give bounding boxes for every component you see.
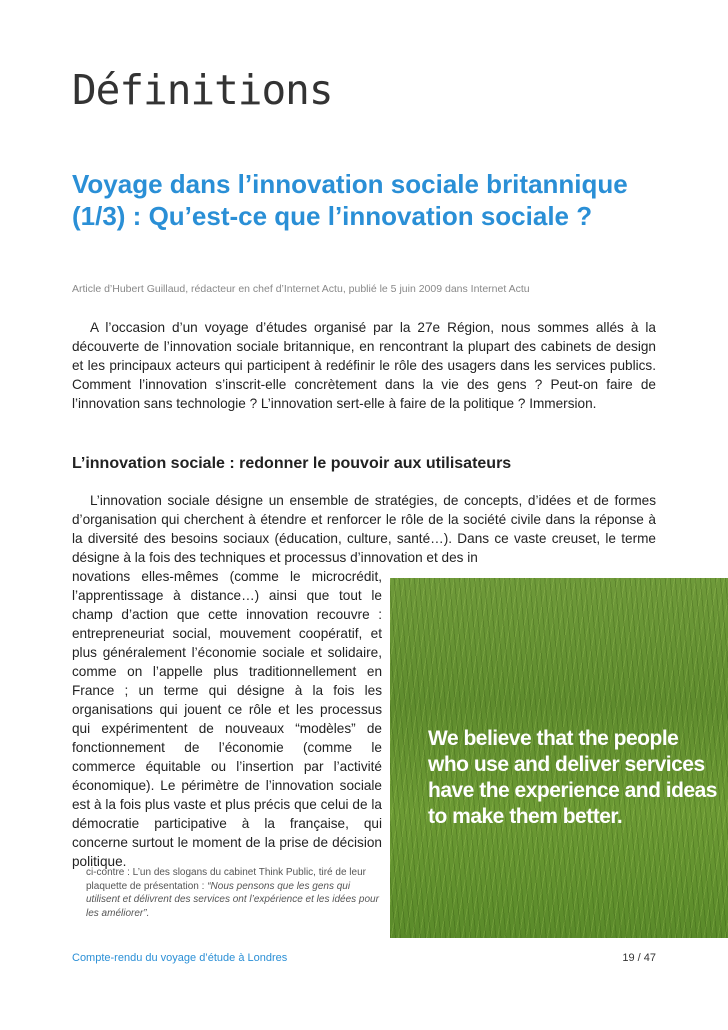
article-byline: Article d’Hubert Guillaud, rédacteur en chef d’Internet Actu, publié le 5 juin 2009 dans Internet Actu: [72, 283, 530, 295]
page-number: 19 / 47: [622, 952, 656, 964]
body-paragraph-column: novations elles-mêmes (comme le microcrédit, l’apprentissage à distance…) ainsi que tout le champ d’action que cette innovation recouvre : entrepreneuriat social, mouvement coopératif, et plus généralement l’économie sociale et solidaire, comme on l’appelle plus traditionnellement en France ; un terme qui désigne à la fois les organisations qui jouent ce rôle et les processus qui expérimentent de nouveaux “modèles” de fonctionnement de l’économie (comme le commerce équitable ou l’insertion par l’activité économique). Le périmètre de l’innovation sociale est à la fois plus vaste et plus précis que celui de la démocratie participative à la française, qui concerne surtout le moment de la prise de décision politique.: [72, 569, 382, 869]
section-heading: Définitions: [72, 66, 333, 114]
article-title: Voyage dans l’innovation sociale britannique (1/3) : Qu’est-ce que l’innovation sociale ?: [72, 169, 628, 231]
image-caption: [86, 866, 382, 920]
footer-document-title: Compte-rendu du voyage d’étude à Londres: [72, 952, 288, 964]
section-subheading: L’innovation sociale : redonner le pouvoir aux utilisateurs: [72, 455, 512, 472]
grass-photo: [390, 578, 728, 938]
caption-prefix: ci-contre : L’un des slogans du cabinet Think Public, tiré de leur plaquette de présentation :: [86, 867, 366, 892]
intro-paragraph: A l’occasion d’un voyage d’études organisé par la 27e Région, nous sommes allés à la découverte de l’innovation sociale britannique, en rencontrant la plupart des cabinets de design et les principaux acteurs qui participent à redéfinir le rôle des usagers dans les services publics. Comment l’innovation s’inscrit-elle concrètement dans la vie des gens ? Peut-on faire de l’innovation sans technologie ? L’innovation sert-elle à faire de la politique ? Immersion.: [72, 320, 656, 411]
photo-slogan: We believe that the people who use and deliver services have the experience and ideas to make them better.: [428, 727, 717, 828]
caption-quote: “Nous pensons que les gens qui utilisent et délivrent des services ont l’expérience et les idées pour les améliorer”.: [86, 880, 379, 919]
body-paragraph-top: L’innovation sociale désigne un ensemble de stratégies, de concepts, d’idées et de formes d’organisation qui cherchent à étendre et renforcer le rôle de la société civile dans la réponse à la diversité des besoins sociaux (éducation, culture, santé…). Dans ce vaste creuset, le terme désigne à la fois des techniques et processus d’innovation et des in: [72, 493, 656, 565]
